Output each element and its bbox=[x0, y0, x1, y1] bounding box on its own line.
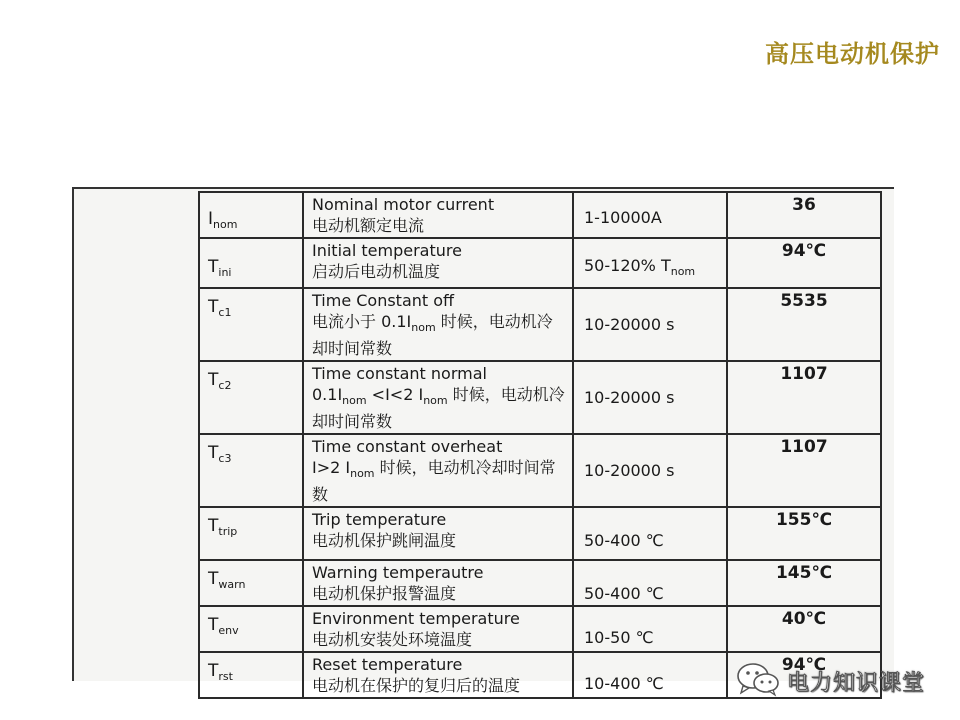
range-cell: 1-10000A bbox=[573, 192, 727, 238]
symbol-cell: $T_{trip}$ bbox=[199, 507, 303, 560]
table-row bbox=[199, 288, 881, 361]
table-row bbox=[199, 361, 881, 434]
table-row bbox=[199, 238, 881, 288]
range-cell: 50-400 ℃ bbox=[573, 507, 727, 560]
range-cell: 10-20000 s bbox=[573, 361, 727, 434]
symbol-cell: $I_{nom}$ bbox=[199, 192, 303, 238]
value-cell: 94℃ bbox=[727, 238, 881, 288]
value-cell: 1107 bbox=[727, 361, 881, 434]
description-cell: Environment temperature 电动机安装处环境温度 bbox=[303, 606, 573, 652]
value-cell: 155℃ bbox=[727, 507, 881, 560]
symbol-cell: $T_{warn}$ bbox=[199, 560, 303, 606]
table-row bbox=[199, 434, 881, 507]
symbol-cell: $T_{c3}$ bbox=[199, 434, 303, 507]
range-cell: 10-20000 s bbox=[573, 434, 727, 507]
table-row bbox=[199, 192, 881, 238]
symbol-cell: $T_{rst}$ bbox=[199, 652, 303, 698]
range-cell: 50-120% $T_{nom}$ bbox=[573, 238, 727, 288]
range-cell: 10-50 ℃ bbox=[573, 606, 727, 652]
watermark bbox=[735, 662, 925, 700]
description-cell: Time constant overheat I>2 $I_{nom}$ 时候，电动机冷却时间常数 bbox=[303, 434, 573, 507]
description-cell: Initial temperature 启动后电动机温度 bbox=[303, 238, 573, 288]
description-cell: Warning temperautre 电动机保护报警温度 bbox=[303, 560, 573, 606]
value-cell: 40℃ bbox=[727, 606, 881, 652]
parameter-table bbox=[198, 191, 882, 699]
value-cell: 36 bbox=[727, 192, 881, 238]
symbol-cell: $T_{env}$ bbox=[199, 606, 303, 652]
description-cell: Reset temperature 电动机在保护的复归后的温度 bbox=[303, 652, 573, 698]
range-cell: 10-20000 s bbox=[573, 288, 727, 361]
description-cell: Trip temperature 电动机保护跳闸温度 bbox=[303, 507, 573, 560]
table-row bbox=[199, 560, 881, 606]
table-row bbox=[199, 606, 881, 652]
description-cell: Nominal motor current 电动机额定电流 bbox=[303, 192, 573, 238]
wechat-icon bbox=[735, 662, 781, 700]
description-cell: Time constant normal $0.1I_{nom} <I<2$ $I_{nom}$ 时候，电动机冷却时间常数 bbox=[303, 361, 573, 434]
symbol-cell: $T_{ini}$ bbox=[199, 238, 303, 288]
value-cell: 94℃ bbox=[727, 652, 881, 698]
description-cell: Time Constant off 电流小于 $0.1I_{nom}$ 时候，电动机冷却时间常数 bbox=[303, 288, 573, 361]
watermark-text: 电力知识课堂 bbox=[787, 670, 926, 696]
value-cell: 5535 bbox=[727, 288, 881, 361]
symbol-cell: $T_{c1}$ bbox=[199, 288, 303, 361]
range-cell: 10-400 ℃ bbox=[573, 652, 727, 698]
symbol-cell: $T_{c2}$ bbox=[199, 361, 303, 434]
value-cell: 1107 bbox=[727, 434, 881, 507]
range-cell: 50-400 ℃ bbox=[573, 560, 727, 606]
value-cell: 145℃ bbox=[727, 560, 881, 606]
page-title: 高压电动机保护 bbox=[765, 39, 940, 68]
table-row bbox=[199, 507, 881, 560]
